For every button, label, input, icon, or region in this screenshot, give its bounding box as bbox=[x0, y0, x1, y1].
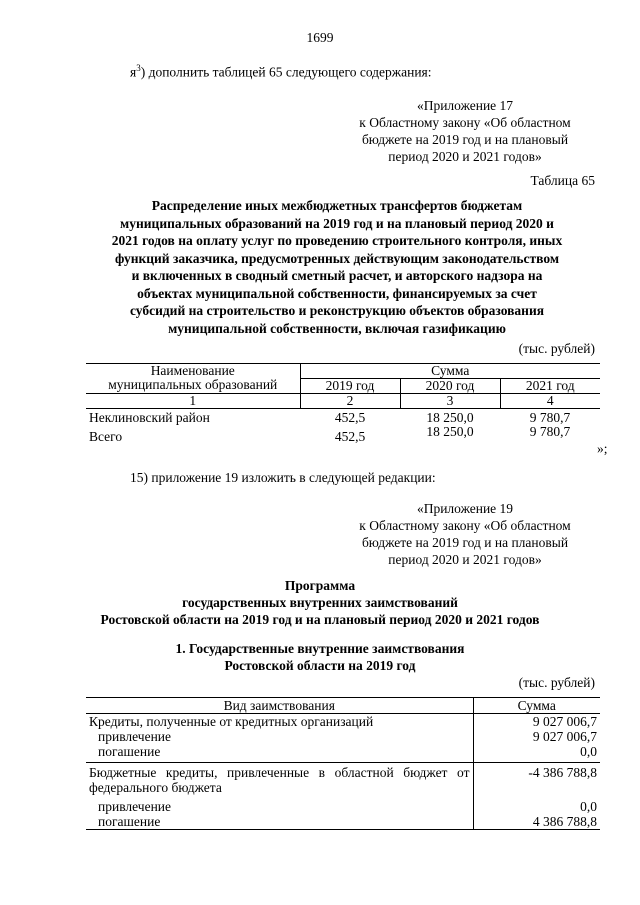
table-65-label: Таблица 65 bbox=[530, 173, 595, 188]
table-head-name: Наименование муниципальных образований bbox=[86, 364, 300, 394]
column-number: 2 bbox=[300, 394, 400, 409]
table-head-sum: Сумма bbox=[473, 698, 600, 714]
appendix-line: к Областному закону «Об областном bbox=[359, 518, 571, 533]
table-head-year: 2019 год bbox=[300, 379, 400, 394]
appendix-19-reference bbox=[340, 500, 590, 568]
section-1-title: 1. Государственные внутренние заимствования Ростовской области на 2019 год bbox=[175, 641, 465, 673]
appendix-line: бюджете на 2019 год и на плановый bbox=[361, 132, 569, 147]
table-head-sum: Сумма bbox=[300, 364, 600, 379]
appendix-line: бюджете на 2019 год и на плановый bbox=[361, 535, 569, 550]
table-row: Кредиты, полученные от кредитных организаций 9 027 006,7 bbox=[86, 714, 600, 730]
table-row: погашение 4 386 788,8 bbox=[86, 814, 600, 830]
table-row: погашение 0,0 bbox=[86, 744, 600, 763]
table-row: привлечение 9 027 006,7 bbox=[86, 729, 600, 744]
table-65-title: Распределение иных межбюджетных трансфертов бюджетам муниципальных образований на 2019 год и на плановый период 2020 и 2021 годов на оплату услуг по проведению строительного контроля, иных функций заказчика, предусмотренных действующим законодательством и включенных в сводный сметный расчет, и авторского надзора на объектах муниципальной собственности, финансируемых за счет субсидий на строительство и реконструкцию объектов образования муниципальной собственности, включая газификацию bbox=[111, 198, 563, 336]
appendix-line: период 2020 и 2021 годов» bbox=[388, 149, 542, 164]
units-label: (тыс. рублей) bbox=[518, 341, 595, 356]
table-row: Бюджетные кредиты, привлеченные в областной бюджет от федерального бюджета -4 386 788,8 bbox=[86, 763, 600, 796]
table-row: Всего 452,5 18 250,0 9 780,7 bbox=[89, 424, 571, 444]
appendix-17-reference bbox=[340, 97, 590, 165]
appendix-line: к Областному закону «Об областном bbox=[359, 115, 571, 130]
borrowings-table bbox=[86, 697, 600, 830]
table-row: Неклиновский район 452,5 18 250,0 9 780,7 bbox=[89, 410, 571, 425]
appendix-line: «Приложение 17 bbox=[416, 98, 514, 113]
table-head-year: 2020 год bbox=[400, 379, 500, 394]
intro-line: $я^3$) дополнить таблицей 65 следующего содержания: bbox=[130, 63, 432, 80]
page-number: 1699 bbox=[306, 30, 334, 45]
units-label: (тыс. рублей) bbox=[518, 675, 595, 690]
table-head-kind: Вид заимствования bbox=[86, 698, 473, 714]
appendix-line: период 2020 и 2021 годов» bbox=[388, 552, 542, 567]
column-number: 3 bbox=[400, 394, 500, 409]
closing-quote: »; bbox=[597, 441, 608, 456]
column-number: 4 bbox=[500, 394, 600, 409]
column-number: 1 bbox=[86, 394, 300, 409]
program-title: Программа государственных внутренних заимствований Ростовской области на 2019 год и на плановый период 2020 и 2021 годов bbox=[100, 578, 540, 627]
item-15: 15) приложение 19 изложить в следующей редакции: bbox=[130, 470, 436, 485]
appendix-line: «Приложение 19 bbox=[416, 501, 514, 516]
table-head-year: 2021 год bbox=[500, 379, 600, 394]
table-row: привлечение 0,0 bbox=[86, 795, 600, 814]
table-65 bbox=[86, 363, 600, 444]
